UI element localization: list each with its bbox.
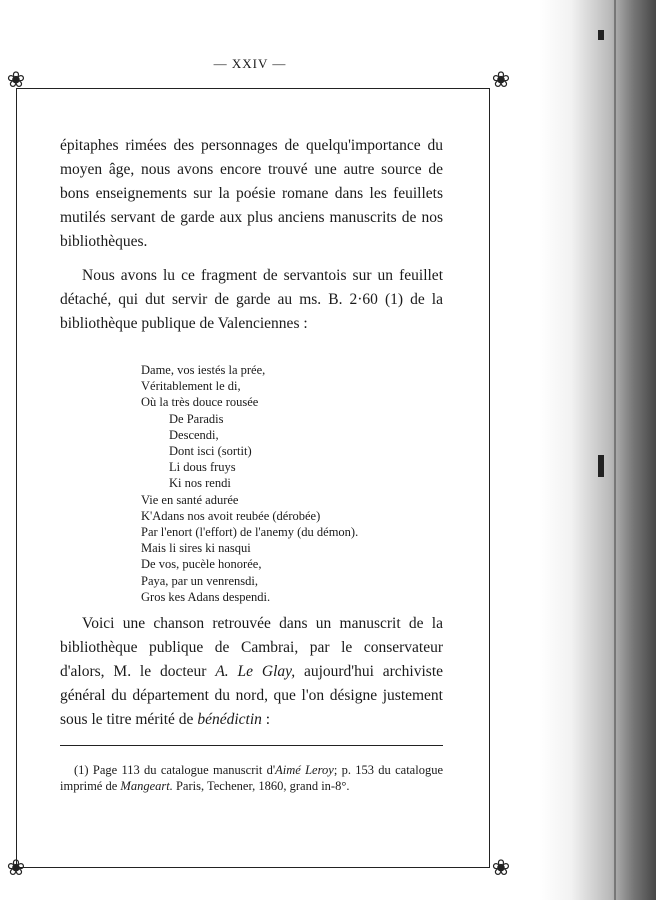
page-edge-line xyxy=(614,0,616,900)
verse-line: Par l'enort (l'effort) de l'anemy (du démon). xyxy=(141,525,359,540)
corner-ornament-icon: ❀ xyxy=(491,67,511,92)
person-name: A. Le Glay, xyxy=(215,663,296,680)
title-term: bénédictin xyxy=(197,711,262,728)
verse-block xyxy=(141,362,358,605)
verse-line: Véritablement le di, xyxy=(141,379,241,394)
verse-line: Paya, par un venrensdi, xyxy=(141,573,258,588)
footnote-rule xyxy=(60,745,443,746)
footnote-text: Paris, Techener, 1860, grand in-8°. xyxy=(172,779,350,793)
footnote-name: Mangeart. xyxy=(120,779,173,793)
verse-line: Descendi, xyxy=(169,427,219,442)
paragraph-2: Nous avons lu ce fragment de servantois sur un feuillet détaché, qui dut servir de garde au ms. B. 2·60 (1) de la bibliothèque publique de Valenciennes : xyxy=(60,267,443,332)
corner-ornament-icon: ❀ xyxy=(6,67,26,92)
verse-line: K'Adans nos avoit reubée (dérobée) xyxy=(141,508,321,523)
footnote-text: (1) Page 113 du catalogue manuscrit d' xyxy=(74,763,276,777)
verse-line: Vie en santé adurée xyxy=(141,492,239,507)
footnote-name: Aimé Leroy xyxy=(275,763,334,777)
corner-ornament-icon: ❀ xyxy=(6,855,26,880)
main-text xyxy=(60,134,443,336)
edge-mark xyxy=(598,455,604,477)
verse-line: Li dous fruys xyxy=(169,460,236,475)
page-number: — XXIV — xyxy=(213,56,287,71)
paragraph-3-text: aujourd'hui archiviste général du département du nord, que l'on désigne justement sous le titre mérité de xyxy=(60,663,444,728)
verse-line: De Paradis xyxy=(169,411,224,426)
verse-line: Dont isci (sortit) xyxy=(169,444,252,459)
verse-line: Où la très douce rousée xyxy=(141,395,259,410)
paragraph-3 xyxy=(60,612,443,732)
verse-line: Mais li sires ki nasqui xyxy=(141,541,251,556)
verse-line: De vos, pucèle honorée, xyxy=(141,557,262,572)
paragraph-1: épitaphes rimées des personnages de quelqu'importance du moyen âge, nous avons encore trouvé une autre source de bons enseignements sur la poésie romane dans les feuillets mutilés servant de garde aux plus anciens manuscrits de nos bibliothèques. xyxy=(60,137,443,250)
footnote-text: ; p. 153 du catalogue imprimé de xyxy=(60,763,443,793)
verse-line: Gros kes Adans despendi. xyxy=(141,589,271,604)
footnote xyxy=(60,762,443,794)
paragraph-3-text: : xyxy=(261,711,271,728)
verse-line: Dame, vos iestés la prée, xyxy=(141,363,266,377)
paragraph-3-text: Voici une chanson retrouvée dans un manuscrit de la bibliothèque publique de Cambrai, par le conservateur d'alors, M. le docteur xyxy=(60,615,443,680)
corner-ornament-icon: ❀ xyxy=(491,855,511,880)
edge-mark xyxy=(598,30,604,40)
page-edge-shadow xyxy=(538,0,656,900)
verse-line: Ki nos rendi xyxy=(169,476,231,491)
